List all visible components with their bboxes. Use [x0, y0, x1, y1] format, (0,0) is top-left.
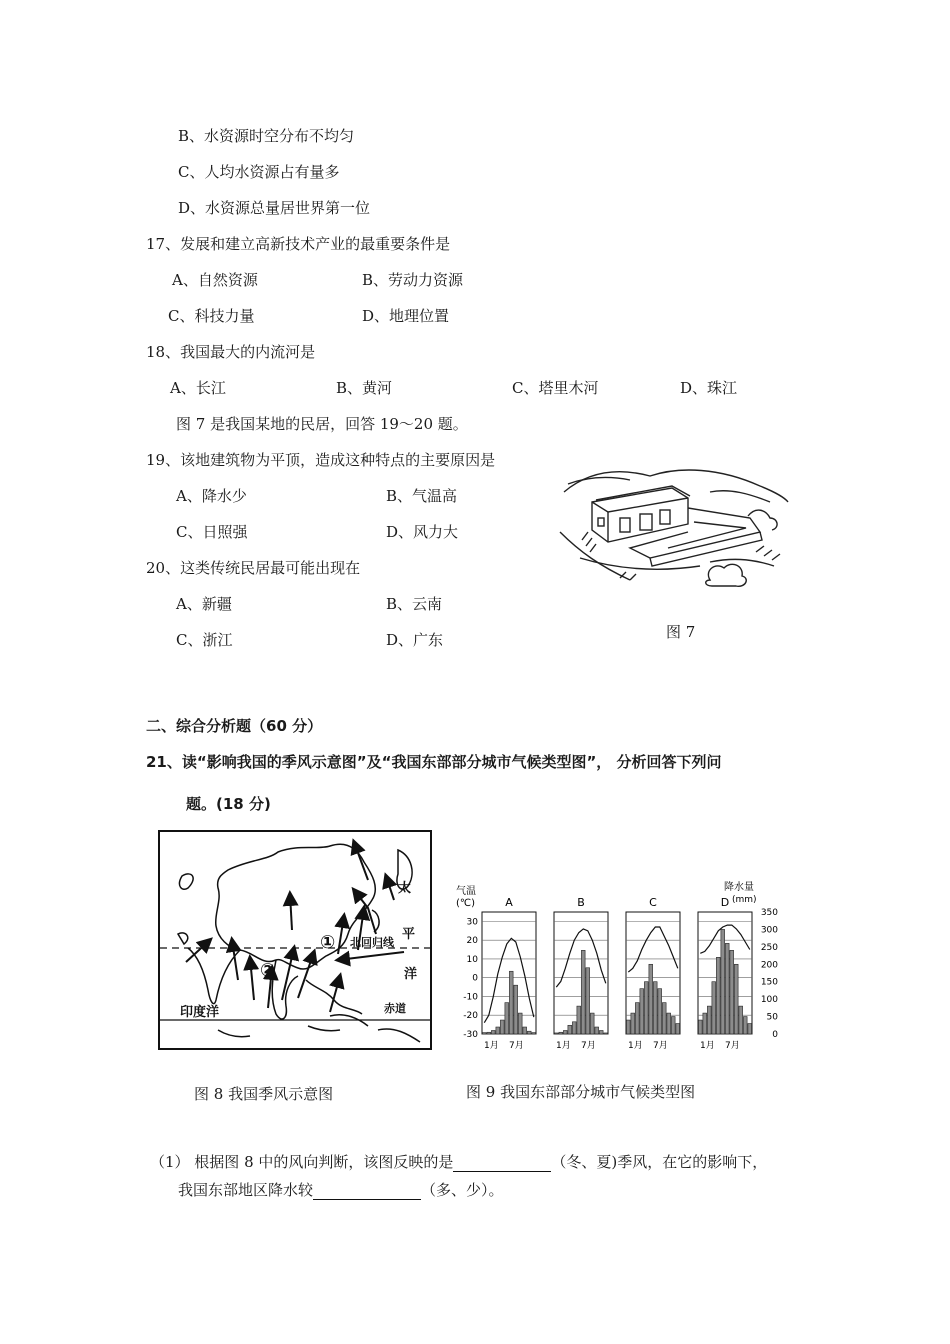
- q18-option-a: A、长江: [170, 379, 226, 397]
- fig9-temp-tick: 20: [466, 936, 478, 947]
- fig9-precip-bar: [644, 982, 648, 1034]
- fig8-label-pacific-2: 平: [402, 927, 416, 942]
- q21-part1-text-c: 我国东部地区降水较: [178, 1181, 314, 1199]
- fig9-precip-bar: [491, 1031, 495, 1034]
- fig9-panel-label: D: [720, 896, 730, 909]
- fig9-xlabel-jul: 7月: [653, 1041, 668, 1051]
- q18-option-c: C、塔里木河: [512, 379, 599, 397]
- fig9-precip-bar: [671, 1017, 675, 1034]
- fig9-precip-bar: [581, 950, 585, 1034]
- q21-stem-line1: 21、读“影响我国的季风示意图”及“我国东部部分城市气候类型图”， 分析回答下列问: [146, 753, 722, 771]
- fig9-precip-bar: [505, 1003, 509, 1034]
- q21-answer-blank-rain[interactable]: [313, 1183, 421, 1200]
- fig9-temp-line: [700, 925, 750, 953]
- q19-stem: 19、该地建筑物为平顶，造成这种特点的主要原因是: [146, 451, 496, 469]
- fig9-precip-bar: [658, 989, 662, 1034]
- q19-option-c: C、日照强: [176, 523, 248, 541]
- q20-option-b: B、云南: [386, 595, 443, 613]
- q16-option-d: D、水资源总量居世界第一位: [178, 199, 371, 217]
- fig9-temp-line: [628, 927, 678, 972]
- fig9-precip-bar: [626, 1020, 630, 1034]
- fig9-precip-bar: [577, 1006, 581, 1034]
- q21-part1-text-b: （冬、夏)季风，在它的影响下，: [551, 1153, 768, 1171]
- q21-stem-line2: 题。(18 分): [186, 795, 271, 813]
- fig9-precip-bar: [676, 1024, 680, 1034]
- q19-option-d: D、风力大: [386, 523, 459, 541]
- fig9-temp-line: [484, 938, 534, 1022]
- q20-option-d: D、广东: [386, 631, 444, 649]
- fig9-precip-tick: 100: [760, 995, 778, 1006]
- fig9-precip-bar: [707, 1006, 711, 1034]
- fig9-precip-bar: [532, 1033, 536, 1034]
- fig9-precip-bar: [631, 1013, 635, 1034]
- section2-title: 二、综合分析题（60 分）: [146, 717, 323, 735]
- fig9-precip-tick: 350: [760, 908, 778, 918]
- fig9-precip-bar: [730, 950, 734, 1034]
- fig9-precip-bar: [712, 982, 716, 1034]
- fig8-label-pacific-1: 太: [398, 881, 412, 896]
- fig9-precip-bar: [572, 1022, 576, 1034]
- fig8-caption: 图 8 我国季风示意图: [194, 1085, 334, 1103]
- fig9-precip-bar: [716, 957, 720, 1034]
- fig9-panel-label: C: [649, 896, 657, 909]
- fig9-precip-bar: [595, 1027, 599, 1034]
- fig9-precip-bar: [739, 1006, 743, 1034]
- fig8-label-pacific-3: 洋: [404, 967, 418, 982]
- fig9-temp-tick: -10: [463, 992, 478, 1003]
- q20-stem: 20、这类传统民居最可能出现在: [146, 559, 361, 577]
- fig9-xlabel-jan: 1月: [628, 1041, 643, 1051]
- q17-option-a: A、自然资源: [172, 271, 258, 289]
- q20-option-a: A、新疆: [176, 595, 232, 613]
- fig9-precip-bar: [667, 1013, 671, 1034]
- q19-option-a: A、降水少: [176, 487, 247, 505]
- fig9-precip-bar: [640, 989, 644, 1034]
- fig9-left-axis-title-2: (℃): [456, 898, 476, 909]
- q17-stem: 17、发展和建立高新技术产业的最重要条件是: [146, 235, 451, 253]
- fig9-xlabel-jan: 1月: [700, 1041, 715, 1051]
- fig9-temp-line: [556, 929, 606, 987]
- fig9-precip-tick: 0: [772, 1030, 778, 1040]
- fig9-precip-bar: [523, 1027, 527, 1034]
- fig9-precip-bar: [703, 1013, 707, 1034]
- fig9-precip-bar: [509, 971, 513, 1034]
- fig7-house-illustration: [560, 462, 790, 592]
- fig9-temp-tick: -20: [463, 1011, 478, 1022]
- fig9-precip-bar: [649, 964, 653, 1034]
- fig9-precip-bar: [559, 1032, 563, 1034]
- fig9-precip-bar: [604, 1033, 608, 1034]
- fig9-precip-bar: [599, 1031, 603, 1034]
- fig9-precip-bar: [635, 1003, 639, 1034]
- fig9-right-axis-title-1: 降水量: [724, 882, 754, 893]
- fig9-xlabel-jul: 7月: [725, 1041, 740, 1051]
- fig7-intro: 图 7 是我国某地的民居，回答 19～20 题。: [176, 415, 468, 433]
- q17-option-b: B、劳动力资源: [362, 271, 464, 289]
- fig9-temp-tick: 0: [472, 973, 478, 984]
- fig9-temp-tick: 10: [466, 954, 478, 965]
- fig9-caption: 图 9 我国东部部分城市气候类型图: [466, 1083, 696, 1101]
- fig9-xlabel-jul: 7月: [581, 1041, 596, 1051]
- fig7-caption: 图 7: [666, 623, 696, 641]
- fig9-temp-tick: 30: [466, 917, 478, 928]
- q18-option-b: B、黄河: [336, 379, 393, 397]
- q17-option-c: C、科技力量: [168, 307, 255, 325]
- fig9-precip-bar: [662, 1003, 666, 1034]
- fig9-precip-bar: [527, 1031, 531, 1034]
- fig9-xlabel-jul: 7月: [509, 1041, 524, 1051]
- fig9-precip-bar: [698, 1020, 702, 1034]
- fig9-precip-bar: [482, 1033, 486, 1034]
- fig9-panel-label: B: [577, 896, 585, 909]
- fig9-precip-bar: [554, 1033, 558, 1034]
- fig9-precip-bar: [721, 929, 725, 1034]
- fig9-precip-tick: 150: [760, 977, 778, 988]
- fig8-label-tropic: 北回归线: [350, 936, 394, 949]
- fig9-panel-frame: [482, 912, 536, 1034]
- fig9-precip-bar: [590, 1013, 594, 1034]
- fig9-left-axis-title-1: 气温: [456, 886, 476, 897]
- fig9-precip-tick: 250: [760, 942, 778, 953]
- fig9-precip-bar: [487, 1032, 491, 1034]
- q19-option-b: B、气温高: [386, 487, 458, 505]
- fig9-precip-bar: [734, 964, 738, 1034]
- q18-option-d: D、珠江: [680, 379, 738, 397]
- fig9-precip-tick: 50: [766, 1012, 778, 1023]
- fig9-precip-bar: [586, 968, 590, 1034]
- q21-part1-text-a: （1） 根据图 8 中的风向判断，该图反映的是: [150, 1153, 454, 1171]
- q16-option-b: B、水资源时空分布不均匀: [178, 127, 355, 145]
- q21-answer-blank-season[interactable]: [453, 1155, 551, 1172]
- fig9-precip-bar: [514, 985, 518, 1034]
- fig9-precip-bar: [563, 1031, 567, 1034]
- fig9-precip-bar: [518, 1013, 522, 1034]
- fig9-precip-tick: 200: [760, 960, 778, 971]
- fig8-label-indian-ocean: 印度洋: [180, 1005, 220, 1020]
- fig9-precip-tick: 300: [760, 925, 778, 936]
- fig8-marker-2: ②: [260, 960, 276, 981]
- fig9-precip-bar: [568, 1025, 572, 1034]
- q18-stem: 18、我国最大的内流河是: [146, 343, 316, 361]
- fig9-xlabel-jan: 1月: [556, 1041, 571, 1051]
- q21-part1-text-d: （多、少）。: [421, 1181, 504, 1199]
- q21-part1-line1: [150, 1152, 767, 1172]
- q16-option-c: C、人均水资源占有量多: [178, 163, 340, 181]
- fig8-label-equator: 赤道: [384, 1002, 406, 1015]
- fig9-precip-bar: [743, 1017, 747, 1034]
- fig9-temp-tick: -30: [463, 1030, 478, 1040]
- fig9-right-axis-title-2: (mm): [732, 895, 757, 905]
- fig9-precip-bar: [725, 943, 729, 1034]
- q20-option-c: C、浙江: [176, 631, 233, 649]
- fig9-precip-bar: [748, 1024, 752, 1034]
- fig9-precip-bar: [653, 982, 657, 1034]
- fig9-climate-charts: [452, 876, 778, 1056]
- fig9-precip-bar: [500, 1020, 504, 1034]
- fig9-xlabel-jan: 1月: [484, 1041, 499, 1051]
- fig9-precip-bar: [496, 1027, 500, 1034]
- q17-option-d: D、地理位置: [362, 307, 450, 325]
- q21-part1-line2: [178, 1180, 504, 1200]
- fig9-panel-label: A: [505, 896, 513, 909]
- fig8-monsoon-map: [158, 830, 432, 1050]
- fig8-marker-1: ①: [320, 932, 336, 953]
